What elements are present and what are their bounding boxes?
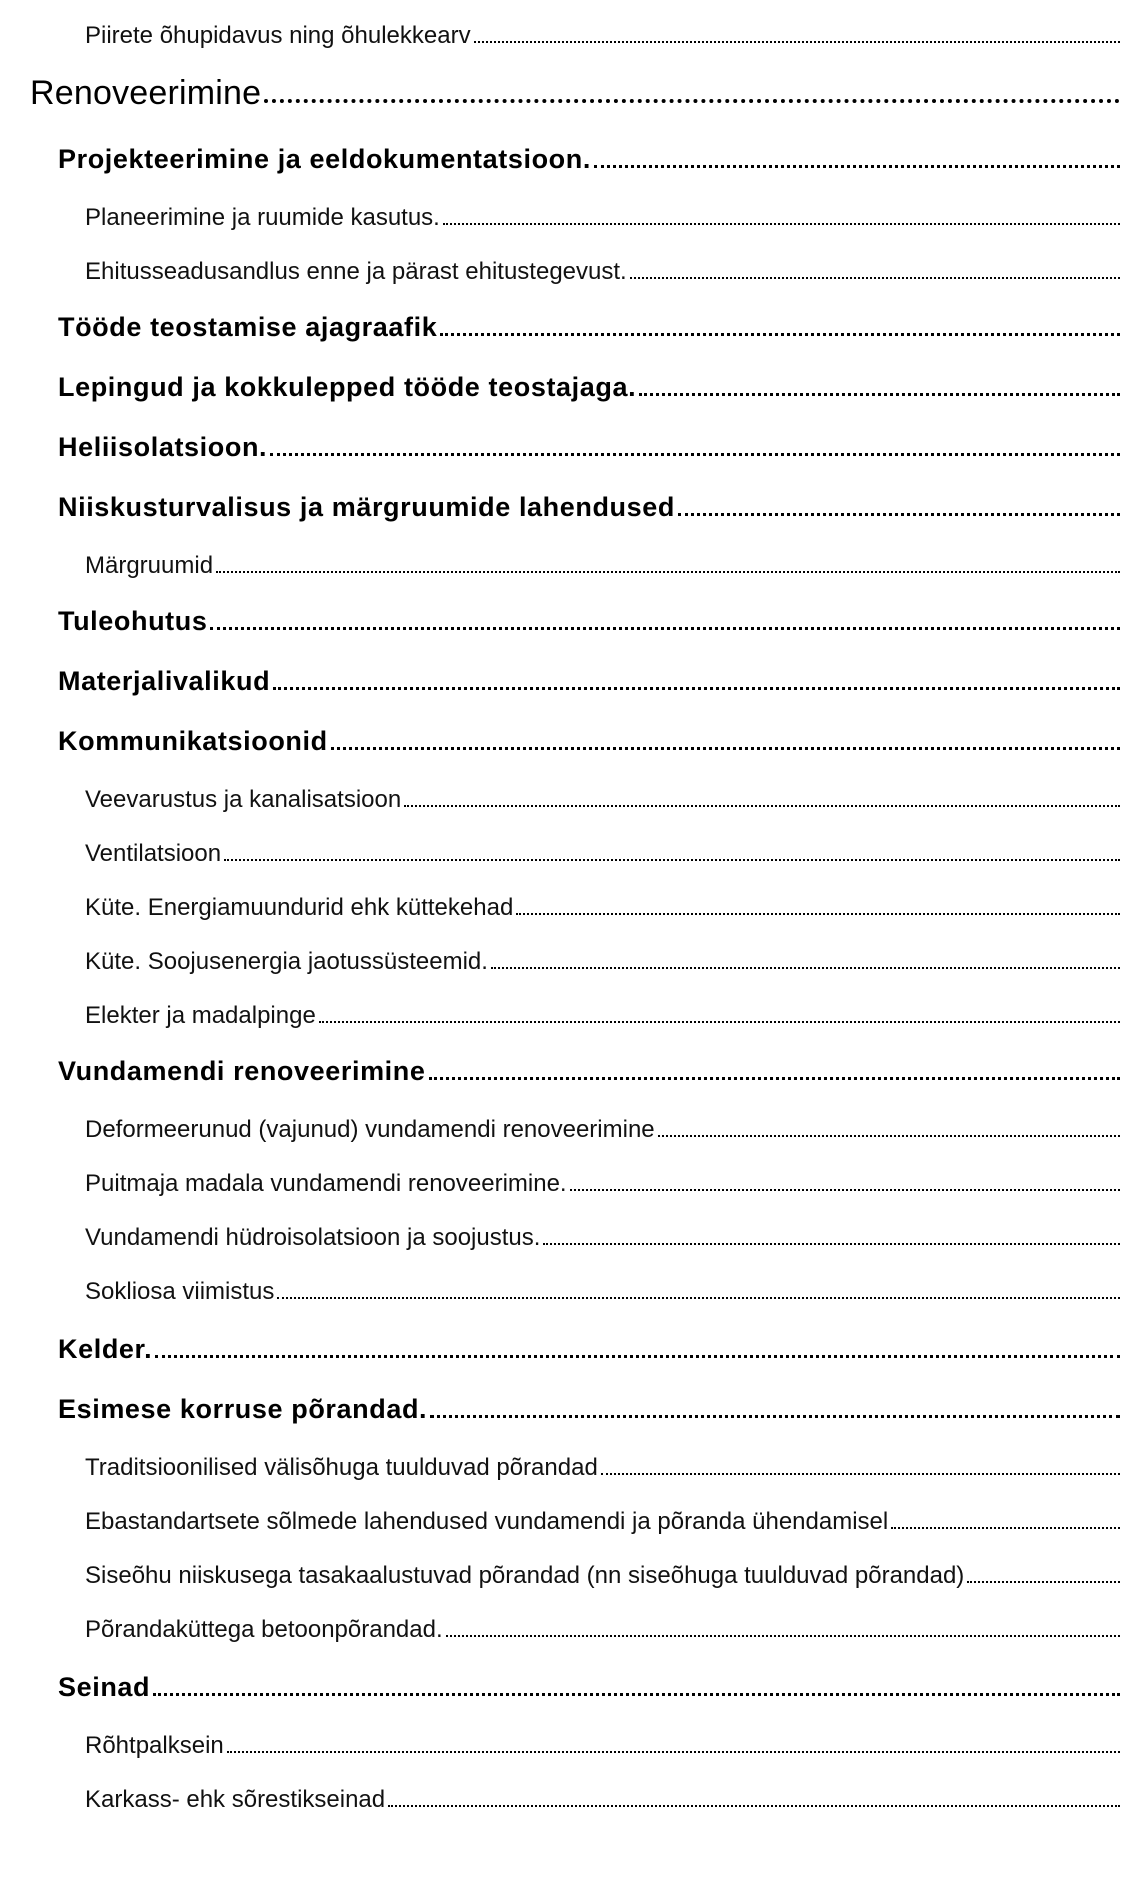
toc-entry-label: Elekter ja madalpinge — [85, 1002, 316, 1029]
toc-entry-label: Ebastandartsete sõlmede lahendused vundamendi ja põranda ühendamisel — [85, 1508, 889, 1535]
dot-leader — [264, 99, 1120, 103]
toc-entry-label: Seinad — [58, 1672, 151, 1702]
toc-entry[interactable] — [58, 1672, 1120, 1703]
toc-entry[interactable] — [85, 1116, 1120, 1144]
dot-leader — [331, 747, 1120, 750]
toc-entry-label: Rõhtpalksein — [85, 1732, 224, 1759]
dot-leader — [570, 1189, 1120, 1191]
toc-entry[interactable] — [58, 432, 1120, 463]
dot-leader — [443, 223, 1120, 225]
toc-entry-label: Renoveerimine — [30, 74, 262, 112]
dot-leader — [658, 1135, 1120, 1137]
toc-entry-label: Veevarustus ja kanalisatsioon — [85, 786, 402, 813]
toc-entry[interactable] — [85, 1616, 1120, 1644]
toc-entry[interactable] — [58, 1056, 1120, 1087]
toc-entry-label: Esimese korruse põrandad. — [58, 1394, 428, 1424]
toc-entry[interactable] — [58, 144, 1120, 175]
toc-entry-label: Tuleohutus — [58, 606, 208, 636]
dot-leader — [153, 1693, 1120, 1696]
toc-entry[interactable] — [85, 1732, 1120, 1760]
dot-leader — [891, 1527, 1120, 1529]
toc-entry[interactable] — [58, 372, 1120, 403]
dot-leader — [429, 1077, 1121, 1080]
toc-entry-label: Kelder. — [58, 1334, 153, 1364]
toc-entry[interactable] — [85, 22, 1120, 50]
toc-entry[interactable] — [85, 1278, 1120, 1306]
dot-leader — [630, 277, 1120, 279]
dot-leader — [227, 1751, 1120, 1753]
toc-entry[interactable] — [85, 204, 1120, 232]
dot-leader — [319, 1021, 1120, 1023]
toc-entry[interactable] — [85, 786, 1120, 814]
dot-leader — [210, 627, 1120, 630]
dot-leader — [516, 913, 1120, 915]
toc-entry-label: Kommunikatsioonid — [58, 726, 328, 756]
toc-entry-label: Küte. Energiamuundurid ehk küttekehad — [85, 894, 514, 921]
toc-entry[interactable] — [85, 552, 1120, 580]
toc-entry-label: Ehitusseadusandlus enne ja pärast ehitustegevust. — [85, 258, 627, 285]
dot-leader — [404, 805, 1120, 807]
toc-entry[interactable] — [85, 1508, 1120, 1536]
dot-leader — [277, 1297, 1120, 1299]
toc-entry-label: Karkass- ehk sõrestikseinad — [85, 1786, 386, 1813]
toc-entry-label: Vundamendi renoveerimine — [58, 1056, 426, 1086]
toc-entry-label: Piirete õhupidavus ning õhulekkearv — [85, 22, 471, 49]
toc-entry-label: Sokliosa viimistus — [85, 1278, 275, 1305]
toc-entry[interactable] — [85, 258, 1120, 286]
dot-leader — [388, 1805, 1120, 1807]
toc-entry[interactable] — [85, 1786, 1120, 1814]
toc-entry[interactable] — [85, 1562, 1120, 1590]
toc-entry[interactable] — [85, 1454, 1120, 1482]
toc-entry[interactable] — [85, 894, 1120, 922]
dot-leader — [601, 1473, 1120, 1475]
toc-entry[interactable] — [58, 726, 1120, 757]
toc-entry-label: Projekteerimine ja eeldokumentatsioon. — [58, 144, 591, 174]
dot-leader — [224, 859, 1120, 861]
toc-entry-label: Materjalivalikud — [58, 666, 271, 696]
toc-entry-label: Deformeerunud (vajunud) vundamendi renoveerimine — [85, 1116, 655, 1143]
toc-entry[interactable] — [30, 74, 1120, 113]
toc-entry[interactable] — [58, 492, 1120, 523]
toc-entry[interactable] — [58, 606, 1120, 637]
dot-leader — [216, 571, 1120, 573]
dot-leader — [446, 1635, 1120, 1637]
dot-leader — [639, 393, 1120, 396]
toc-entry[interactable] — [58, 312, 1120, 343]
dot-leader — [270, 453, 1120, 456]
toc-entry[interactable] — [58, 1334, 1120, 1365]
toc-entry-label: Planeerimine ja ruumide kasutus. — [85, 204, 440, 231]
dot-leader — [430, 1415, 1120, 1418]
toc-entry[interactable] — [85, 1224, 1120, 1252]
dot-leader — [273, 687, 1120, 690]
toc-entry-label: Vundamendi hüdroisolatsioon ja soojustus. — [85, 1224, 541, 1251]
toc-entry-label: Traditsioonilised välisõhuga tuulduvad põrandad — [85, 1454, 598, 1481]
dot-leader — [474, 41, 1120, 43]
toc-entry-label: Tööde teostamise ajagraafik — [58, 312, 438, 342]
toc-entry[interactable] — [58, 666, 1120, 697]
toc-entry[interactable] — [85, 840, 1120, 868]
dot-leader — [543, 1243, 1120, 1245]
toc-entry-label: Märgruumid — [85, 552, 214, 579]
toc-entry-label: Puitmaja madala vundamendi renoveerimine. — [85, 1170, 567, 1197]
dot-leader — [967, 1581, 1120, 1583]
dot-leader — [155, 1355, 1120, 1358]
dot-leader — [440, 333, 1120, 336]
dot-leader — [678, 513, 1120, 516]
toc-entry-label: Ventilatsioon — [85, 840, 222, 867]
toc-entry[interactable] — [85, 1170, 1120, 1198]
toc-entry-label: Küte. Soojusenergia jaotussüsteemid. — [85, 948, 488, 975]
dot-leader — [594, 165, 1120, 168]
toc-entry-label: Lepingud ja kokkulepped tööde teostajaga. — [58, 372, 637, 402]
toc-entry-label: Siseõhu niiskusega tasakaalustuvad põrandad (nn siseõhuga tuulduvad põrandad) — [85, 1562, 965, 1589]
toc-entry-label: Heliisolatsioon. — [58, 432, 268, 462]
toc-entry-label: Niiskusturvalisus ja märgruumide lahendused — [58, 492, 675, 522]
dot-leader — [491, 967, 1120, 969]
toc-entry[interactable] — [58, 1394, 1120, 1425]
toc-entry[interactable] — [85, 1002, 1120, 1030]
toc-entry[interactable] — [85, 948, 1120, 976]
toc-entry-label: Põrandaküttega betoonpõrandad. — [85, 1616, 443, 1643]
